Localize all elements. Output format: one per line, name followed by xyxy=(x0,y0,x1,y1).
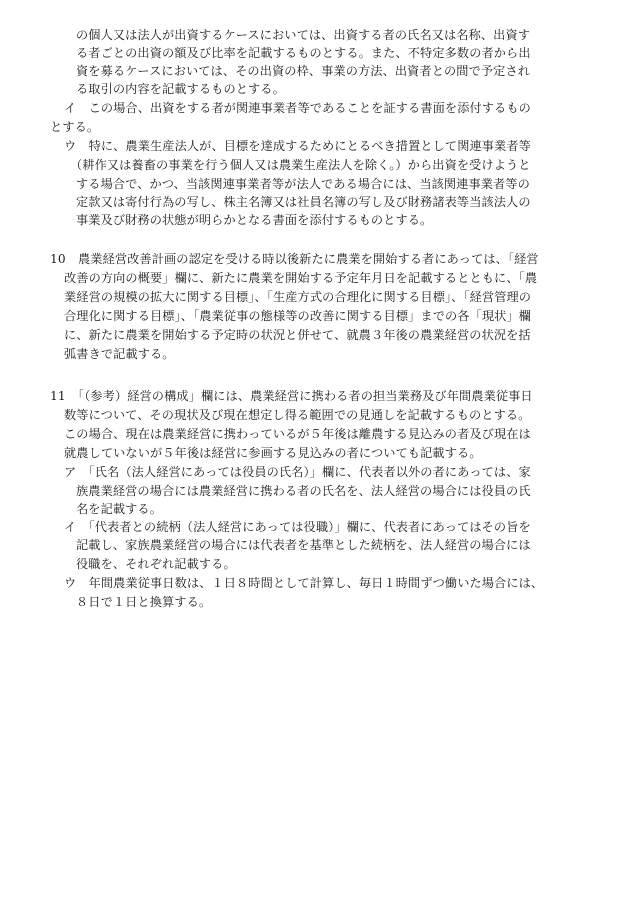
text-line: （耕作又は養畜の事業を行う個人又は農業生産法人を除く。）から出資を受けようと xyxy=(70,158,531,172)
text-line: 就農していないが５年後は経営に参画する見込みの者についても記載する。 xyxy=(64,446,482,460)
item-u-line: ウ 特に、農業生産法人が、目標を達成するためにとるべき措置として関連事業者等 xyxy=(64,139,531,153)
text-line: する場合で、かつ、当該関連事業者等が法人である場合には、当該関連事業者等の xyxy=(76,177,530,191)
text-line: 役職を、それぞれ記載する。 xyxy=(76,557,236,571)
text-line: この場合、現在は農業経営に携わっているが５年後は離農する見込みの者及び現在は xyxy=(64,427,531,441)
text-line: 族農業経営の場合には農業経営に携わる者の氏名を、法人経営の場合には役員の氏 xyxy=(76,484,531,498)
text-line: 業経営の規模の拡大に関する目標」、「生産方式の合理化に関する目標」、「経営管理の xyxy=(64,290,532,304)
text-line: 合理化に関する目標」、「農業従事の態様等の改善に関する目標」までの各「現状」欄 xyxy=(64,309,532,323)
section-heading-line: 10 農業経営改善計画の認定を受ける時以後新たに農業を開始する者にあっては、「経営 xyxy=(50,252,539,266)
text-line: 弧書きで記載する。 xyxy=(64,347,175,361)
text-line: とする。 xyxy=(50,120,100,134)
text-line: 数等について、その現状及び現在想定し得る範囲での見通しを記載するものとする。 xyxy=(64,408,531,422)
text-line: 資を募るケースにおいては、その出資の枠、事業の方法、出資者との間で予定され xyxy=(76,64,531,78)
text-line: に、新たに農業を開始する予定時の状況と併せて、就農３年後の農業経営の状況を括 xyxy=(64,328,531,342)
text-line: 定款又は寄付行為の写し、株主名簿又は社員名簿の写し及び財務諸表等当該法人の xyxy=(76,195,531,209)
item-u-line: ウ 年間農業従事日数は、１日８時間として計算し、毎日１時間ずつ働いた場合には、 xyxy=(64,576,544,590)
text-line: る取引の内容を記載するものとする。 xyxy=(76,82,285,96)
text-line: 記載し、家族農業経営の場合には代表者を基準とした続柄を、法人経営の場合には xyxy=(76,538,531,552)
item-i-line: イ 「代表者との続柄（法人経営にあっては役職）」欄に、代表者にあってはその旨を xyxy=(64,520,531,534)
item-a-line: ア 「氏名（法人経営にあっては役員の氏名）」欄に、代表者以外の者にあっては、家 xyxy=(64,465,531,479)
section-heading-line: 11 「（参考）経営の構成」欄には、農業経営に携わる者の担当業務及び年間農業従事日 xyxy=(50,389,533,403)
text-line: 改善の方向の概要」欄に、新たに農業を開始する予定年月日を記載するとともに、「農 xyxy=(64,271,538,285)
text-line: 名を記載する。 xyxy=(76,502,163,516)
text-line: 事業及び財務の状態が明らかとなる書面を添付するものとする。 xyxy=(76,213,433,227)
item-i-line: イ この場合、出資をする者が関連事業者等であることを証する書面を添付するもの xyxy=(64,101,531,115)
text-line: ８日で１日と換算する。 xyxy=(76,595,212,609)
text-line: の個人又は法人が出資するケースにおいては、出資する者の氏名又は名称、出資す xyxy=(76,28,531,42)
text-line: る者ごとの出資の額及び比率を記載するものとする。また、不特定多数の者から出 xyxy=(76,46,531,60)
